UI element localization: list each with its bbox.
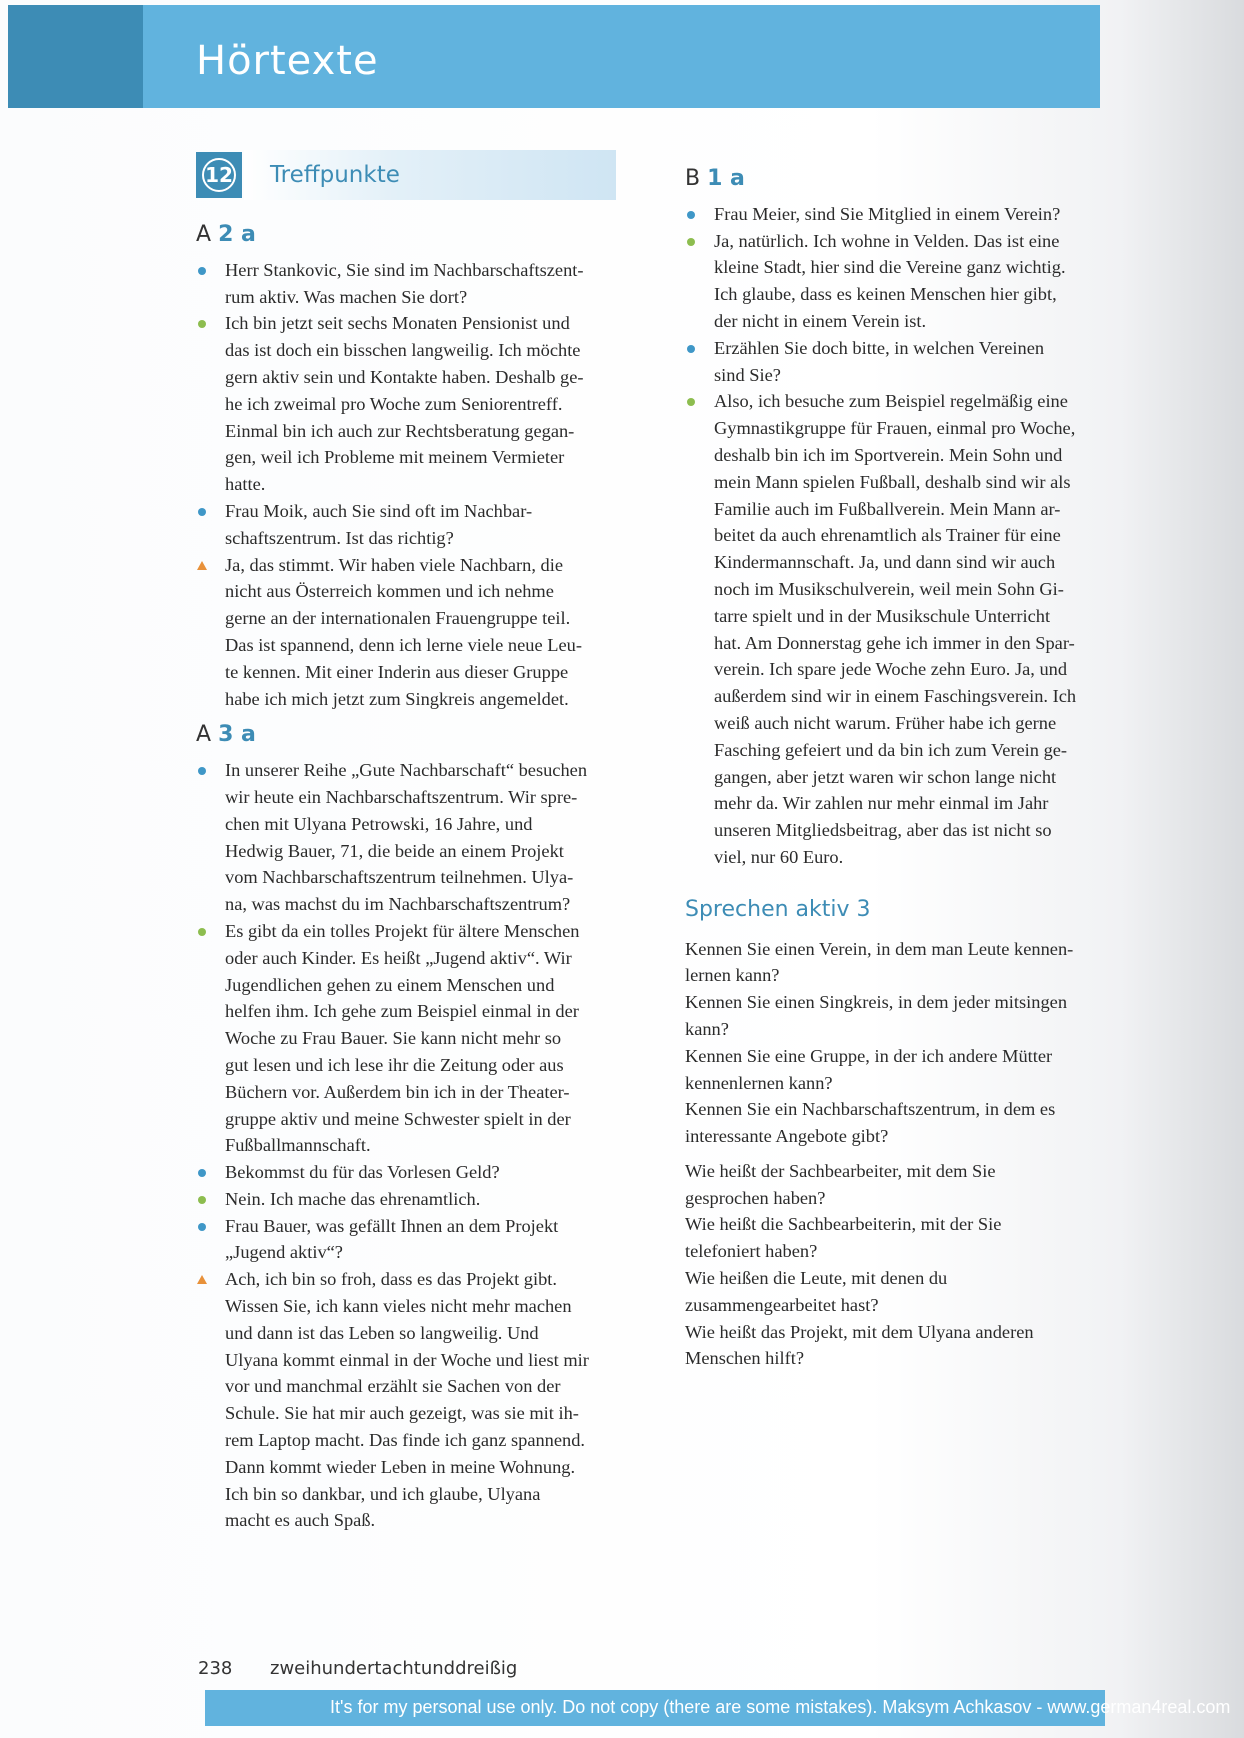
line-text: Hedwig Bauer, 71, die beide an einem Projekt: [225, 840, 564, 861]
line-text: „Jugend aktiv“?: [225, 1242, 343, 1263]
line-text: Woche zu Frau Bauer. Sie kann nicht mehr so: [225, 1028, 562, 1049]
text-line: [196, 1159, 616, 1186]
text-line: Kennen Sie einen Verein, in dem man Leute kennen-: [685, 938, 1074, 959]
section-heading-a2a: [196, 222, 616, 249]
line-text: vom Nachbarschaftszentrum teilnehmen. Ulya-: [225, 867, 574, 888]
text-line: [196, 1347, 616, 1374]
text-line: [685, 362, 1105, 389]
text-line: [685, 281, 1105, 308]
text-line: [685, 817, 1105, 844]
text-line: [685, 844, 1105, 871]
text-line: [685, 201, 1105, 228]
line-text: schaftszentrum. Ist das richtig?: [225, 527, 454, 548]
line-text: gut lesen und ich lese ihr die Zeitung oder aus: [225, 1054, 564, 1075]
line-text: Nein. Ich mache das ehrenamtlich.: [225, 1188, 481, 1209]
text-line: [685, 683, 1105, 710]
text-line: [196, 945, 616, 972]
line-text: Ja, das stimmt. Wir haben viele Nachbarn, die: [225, 554, 564, 575]
line-text: Also, ich besuche zum Beispiel regelmäßig eine: [714, 391, 1068, 412]
section-letter: B: [685, 166, 701, 191]
line-text: Schule. Sie hat mir auch gezeigt, was sie mit ih-: [225, 1403, 579, 1424]
text-line: [196, 1213, 616, 1240]
line-text: sind Sie?: [714, 364, 781, 385]
line-text: verein. Ich spare jede Woche zehn Euro. Ja, und: [714, 659, 1068, 680]
text-line: Menschen hilft?: [685, 1348, 804, 1369]
right-column: [685, 160, 1105, 1372]
text-line: [196, 1186, 616, 1213]
line-text: Frau Bauer, was gefällt Ihnen an dem Projekt: [225, 1215, 559, 1236]
text-line: [685, 710, 1105, 737]
line-text: gerne an der internationalen Frauengruppe teil.: [225, 608, 571, 629]
line-text: Wissen Sie, ich kann vieles nicht mehr machen: [225, 1296, 572, 1317]
text-line: [196, 998, 616, 1025]
text-line: [685, 442, 1105, 469]
text-line: [685, 388, 1105, 415]
text-line: [196, 418, 616, 445]
sprechen-group-1: [685, 936, 1105, 1150]
line-text: mehr da. Wir zahlen nur mehr einmal im Jahr: [714, 793, 1049, 814]
line-text: Fasching gefeiert und da bin ich zum Verein ge-: [714, 739, 1068, 760]
line-text: weiß auch nicht warum. Früher habe ich gerne: [714, 712, 1057, 733]
page-title: Hörtexte: [196, 38, 379, 84]
text-line: [196, 1266, 616, 1293]
text-line: [685, 522, 1105, 549]
text-line: [196, 471, 616, 498]
text-line: [196, 1132, 616, 1159]
speaker-triangle-icon: [197, 1275, 207, 1284]
text-line: [196, 784, 616, 811]
chapter-heading: [196, 150, 616, 200]
speaker-dot-icon: [687, 238, 695, 246]
chapter-title: Treffpunkte: [244, 150, 616, 200]
text-line: [685, 576, 1105, 603]
text-line: [196, 391, 616, 418]
line-text: Ich bin jetzt seit sechs Monaten Pensionist und: [225, 313, 570, 334]
line-text: gen, weil ich Probleme mit meinem Vermieter: [225, 447, 565, 468]
text-line: Kennen Sie einen Singkreis, in dem jeder mitsingen: [685, 992, 1068, 1013]
section-number: 3 a: [218, 722, 256, 748]
text-line: [196, 257, 616, 284]
line-text: noch im Musikschulverein, weil mein Sohn Gi-: [714, 578, 1064, 599]
text-line: [196, 525, 616, 552]
text-line: zusammengearbeitet hast?: [685, 1294, 879, 1315]
speaker-dot-icon: [198, 1169, 206, 1177]
text-line: [685, 737, 1105, 764]
line-text: Ulyana kommt einmal in der Woche und liest mir: [225, 1349, 589, 1370]
line-text: wir heute ein Nachbarschaftszentrum. Wir spre-: [225, 786, 578, 807]
text-line: [196, 891, 616, 918]
line-text: gangen, aber jetzt waren wir schon lange nicht: [714, 766, 1057, 787]
line-text: Gymnastikgruppe für Frauen, einmal pro Woche,: [714, 418, 1076, 439]
line-text: oder auch Kinder. Es heißt „Jugend aktiv“. Wir: [225, 947, 572, 968]
line-text: Herr Stankovic, Sie sind im Nachbarschaftszent-: [225, 259, 584, 280]
text-line: [196, 1106, 616, 1133]
line-text: der nicht in einem Verein ist.: [714, 310, 927, 331]
text-line: [196, 364, 616, 391]
dialogue-a3a: [196, 757, 616, 1534]
section-heading-a3a: [196, 722, 616, 749]
text-line: [196, 1400, 616, 1427]
line-text: unseren Mitgliedsbeitrag, aber das ist nicht so: [714, 820, 1052, 841]
line-text: In unserer Reihe „Gute Nachbarschaft“ besuchen: [225, 760, 588, 781]
text-line: [196, 605, 616, 632]
text-line: Wie heißt die Sachbearbeiterin, mit der Sie: [685, 1214, 1002, 1235]
text-line: [196, 337, 616, 364]
line-text: Ich glaube, dass es keinen Menschen hier gibt,: [714, 284, 1057, 305]
text-line: [196, 1454, 616, 1481]
text-line: [196, 918, 616, 945]
header-bar: [8, 5, 1100, 108]
text-line: [196, 444, 616, 471]
line-text: Bekommst du für das Vorlesen Geld?: [225, 1162, 500, 1183]
speaker-dot-icon: [687, 345, 695, 353]
text-line: [196, 1052, 616, 1079]
watermark-text: It's for my personal use only. Do not copy (there are some mistakes). Maksym Achkasov - www.german4real.com: [330, 1697, 1231, 1717]
line-text: Frau Meier, sind Sie Mitglied in einem Verein?: [714, 203, 1061, 224]
text-line: [196, 811, 616, 838]
line-text: und dann ist das Leben so langweilig. Und: [225, 1322, 539, 1343]
text-line: [685, 549, 1105, 576]
line-text: Frau Moik, auch Sie sind oft im Nachbar-: [225, 500, 533, 521]
text-line: [196, 1025, 616, 1052]
text-line: [685, 335, 1105, 362]
dialogue-a2a: [196, 257, 616, 713]
line-text: rum aktiv. Was machen Sie dort?: [225, 286, 468, 307]
text-line: [196, 1079, 616, 1106]
speaker-triangle-icon: [197, 561, 207, 570]
line-text: Es gibt da ein tolles Projekt für ältere Menschen: [225, 920, 580, 941]
text-line: [685, 603, 1105, 630]
line-text: beitet da auch ehrenamtlich als Trainer für eine: [714, 525, 1061, 546]
text-line: [685, 469, 1105, 496]
text-line: [196, 1320, 616, 1347]
line-text: he ich zweimal pro Woche zum Seniorentreff.: [225, 393, 563, 414]
text-line: [196, 578, 616, 605]
text-line: [196, 1293, 616, 1320]
text-line: Kennen Sie eine Gruppe, in der ich andere Mütter: [685, 1045, 1053, 1066]
text-line: gesprochen haben?: [685, 1187, 826, 1208]
text-line: [196, 1427, 616, 1454]
text-line: [685, 790, 1105, 817]
section-number: 1 a: [707, 166, 745, 191]
text-line: [196, 1507, 616, 1534]
line-text: nicht aus Österreich kommen und ich nehme: [225, 581, 554, 602]
line-text: Kindermannschaft. Ja, und dann sind wir auch: [714, 552, 1056, 573]
speaker-dot-icon: [198, 928, 206, 936]
text-line: [196, 1239, 616, 1266]
line-text: macht es auch Spaß.: [225, 1510, 376, 1531]
line-text: außerdem sind wir in einem Faschingsverein. Ich: [714, 686, 1077, 707]
text-line: [685, 656, 1105, 683]
line-text: kleine Stadt, hier sind die Vereine ganz wichtig.: [714, 257, 1066, 278]
line-text: tarre spielt und in der Musikschule Unterricht: [714, 605, 1051, 626]
left-column: [196, 150, 616, 1534]
text-line: kennenlernen kann?: [685, 1072, 833, 1093]
text-line: [196, 972, 616, 999]
text-line: [685, 308, 1105, 335]
section-number: 2 a: [218, 222, 256, 247]
sprechen-aktiv-heading: Sprechen aktiv 3: [685, 896, 871, 922]
line-text: Fußballmannschaft.: [225, 1135, 371, 1156]
spacer: [685, 1150, 1105, 1158]
text-line: [685, 415, 1105, 442]
line-text: viel, nur 60 Euro.: [714, 846, 844, 867]
text-line: [196, 838, 616, 865]
speaker-dot-icon: [198, 1223, 206, 1231]
line-text: Ich bin so dankbar, und ich glaube, Ulyana: [225, 1483, 541, 1504]
speaker-dot-icon: [198, 1196, 206, 1204]
line-text: mein Mann spielen Fußball, deshalb sind wir als: [714, 471, 1071, 492]
page-number: 238: [198, 1658, 233, 1679]
text-line: [196, 686, 616, 713]
text-line: [196, 284, 616, 311]
text-line: [196, 864, 616, 891]
line-text: chen mit Ulyana Petrowski, 16 Jahre, und: [225, 813, 533, 834]
text-line: [685, 630, 1105, 657]
line-text: habe ich mich jetzt zum Singkreis angemeldet.: [225, 688, 569, 709]
line-text: te kennen. Mit einer Inderin aus dieser Gruppe: [225, 661, 569, 682]
line-text: Ja, natürlich. Ich wohne in Velden. Das ist eine: [714, 230, 1060, 251]
text-line: [196, 498, 616, 525]
section-letter: A: [196, 222, 212, 247]
line-text: deshalb bin ich im Sportverein. Mein Sohn und: [714, 444, 1063, 465]
line-text: Jugendlichen gehen zu einem Menschen und: [225, 974, 555, 995]
dialogue-b1a: [685, 201, 1105, 871]
speaker-dot-icon: [198, 320, 206, 328]
line-text: helfen ihm. Ich gehe zum Beispiel einmal in der: [225, 1001, 579, 1022]
header-accent: [8, 5, 143, 108]
text-line: Wie heißen die Leute, mit denen du: [685, 1268, 948, 1289]
line-text: Dann kommt wieder Leben in meine Wohnung.: [225, 1456, 576, 1477]
text-line: kann?: [685, 1018, 729, 1039]
text-line: Wie heißt der Sachbearbeiter, mit dem Sie: [685, 1160, 996, 1181]
text-line: [196, 552, 616, 579]
text-line: [196, 632, 616, 659]
speaker-dot-icon: [687, 211, 695, 219]
line-text: Ach, ich bin so froh, dass es das Projekt gibt.: [225, 1269, 558, 1290]
text-line: Wie heißt das Projekt, mit dem Ulyana anderen: [685, 1321, 1034, 1342]
line-text: gern aktiv sein und Kontakte haben. Deshalb ge-: [225, 366, 584, 387]
line-text: rem Laptop macht. Das finde ich ganz spannend.: [225, 1430, 586, 1451]
text-line: [196, 1481, 616, 1508]
text-line: [685, 496, 1105, 523]
text-line: [685, 764, 1105, 791]
text-line: [196, 1373, 616, 1400]
line-text: Erzählen Sie doch bitte, in welchen Vereinen: [714, 337, 1045, 358]
section-heading-b1a: [685, 166, 1105, 193]
chapter-number: 12: [202, 158, 236, 192]
line-text: Einmal bin ich auch zur Rechtsberatung gegan-: [225, 420, 575, 441]
text-line: [685, 254, 1105, 281]
line-text: hat. Am Donnerstag gehe ich immer in den Spar-: [714, 632, 1075, 653]
line-text: Das ist spannend, denn ich lerne viele neue Leu-: [225, 634, 582, 655]
sprechen-group-2: [685, 1158, 1105, 1372]
line-text: hatte.: [225, 474, 266, 495]
line-text: das ist doch ein bisschen langweilig. Ich möchte: [225, 340, 581, 361]
text-line: [685, 228, 1105, 255]
text-line: telefoniert haben?: [685, 1241, 818, 1262]
text-line: [196, 757, 616, 784]
chapter-number-badge: [196, 152, 242, 198]
text-line: interessante Angebote gibt?: [685, 1126, 889, 1147]
speaker-dot-icon: [198, 767, 206, 775]
text-line: lernen kann?: [685, 965, 780, 986]
text-line: [196, 310, 616, 337]
speaker-dot-icon: [198, 267, 206, 275]
speaker-dot-icon: [687, 398, 695, 406]
line-text: vor und manchmal erzählt sie Sachen von der: [225, 1376, 561, 1397]
page-number-word: zweihundertachtunddreißig: [270, 1658, 518, 1679]
line-text: Büchern vor. Außerdem bin ich in der Theater-: [225, 1081, 570, 1102]
text-line: Kennen Sie ein Nachbarschaftszentrum, in dem es: [685, 1099, 1056, 1120]
section-letter: A: [196, 722, 212, 748]
line-text: Familie auch im Fußballverein. Mein Mann ar-: [714, 498, 1061, 519]
speaker-dot-icon: [198, 508, 206, 516]
text-line: [196, 659, 616, 686]
line-text: gruppe aktiv und meine Schwester spielt in der: [225, 1108, 571, 1129]
line-text: na, was machst du im Nachbarschaftszentrum?: [225, 894, 571, 915]
